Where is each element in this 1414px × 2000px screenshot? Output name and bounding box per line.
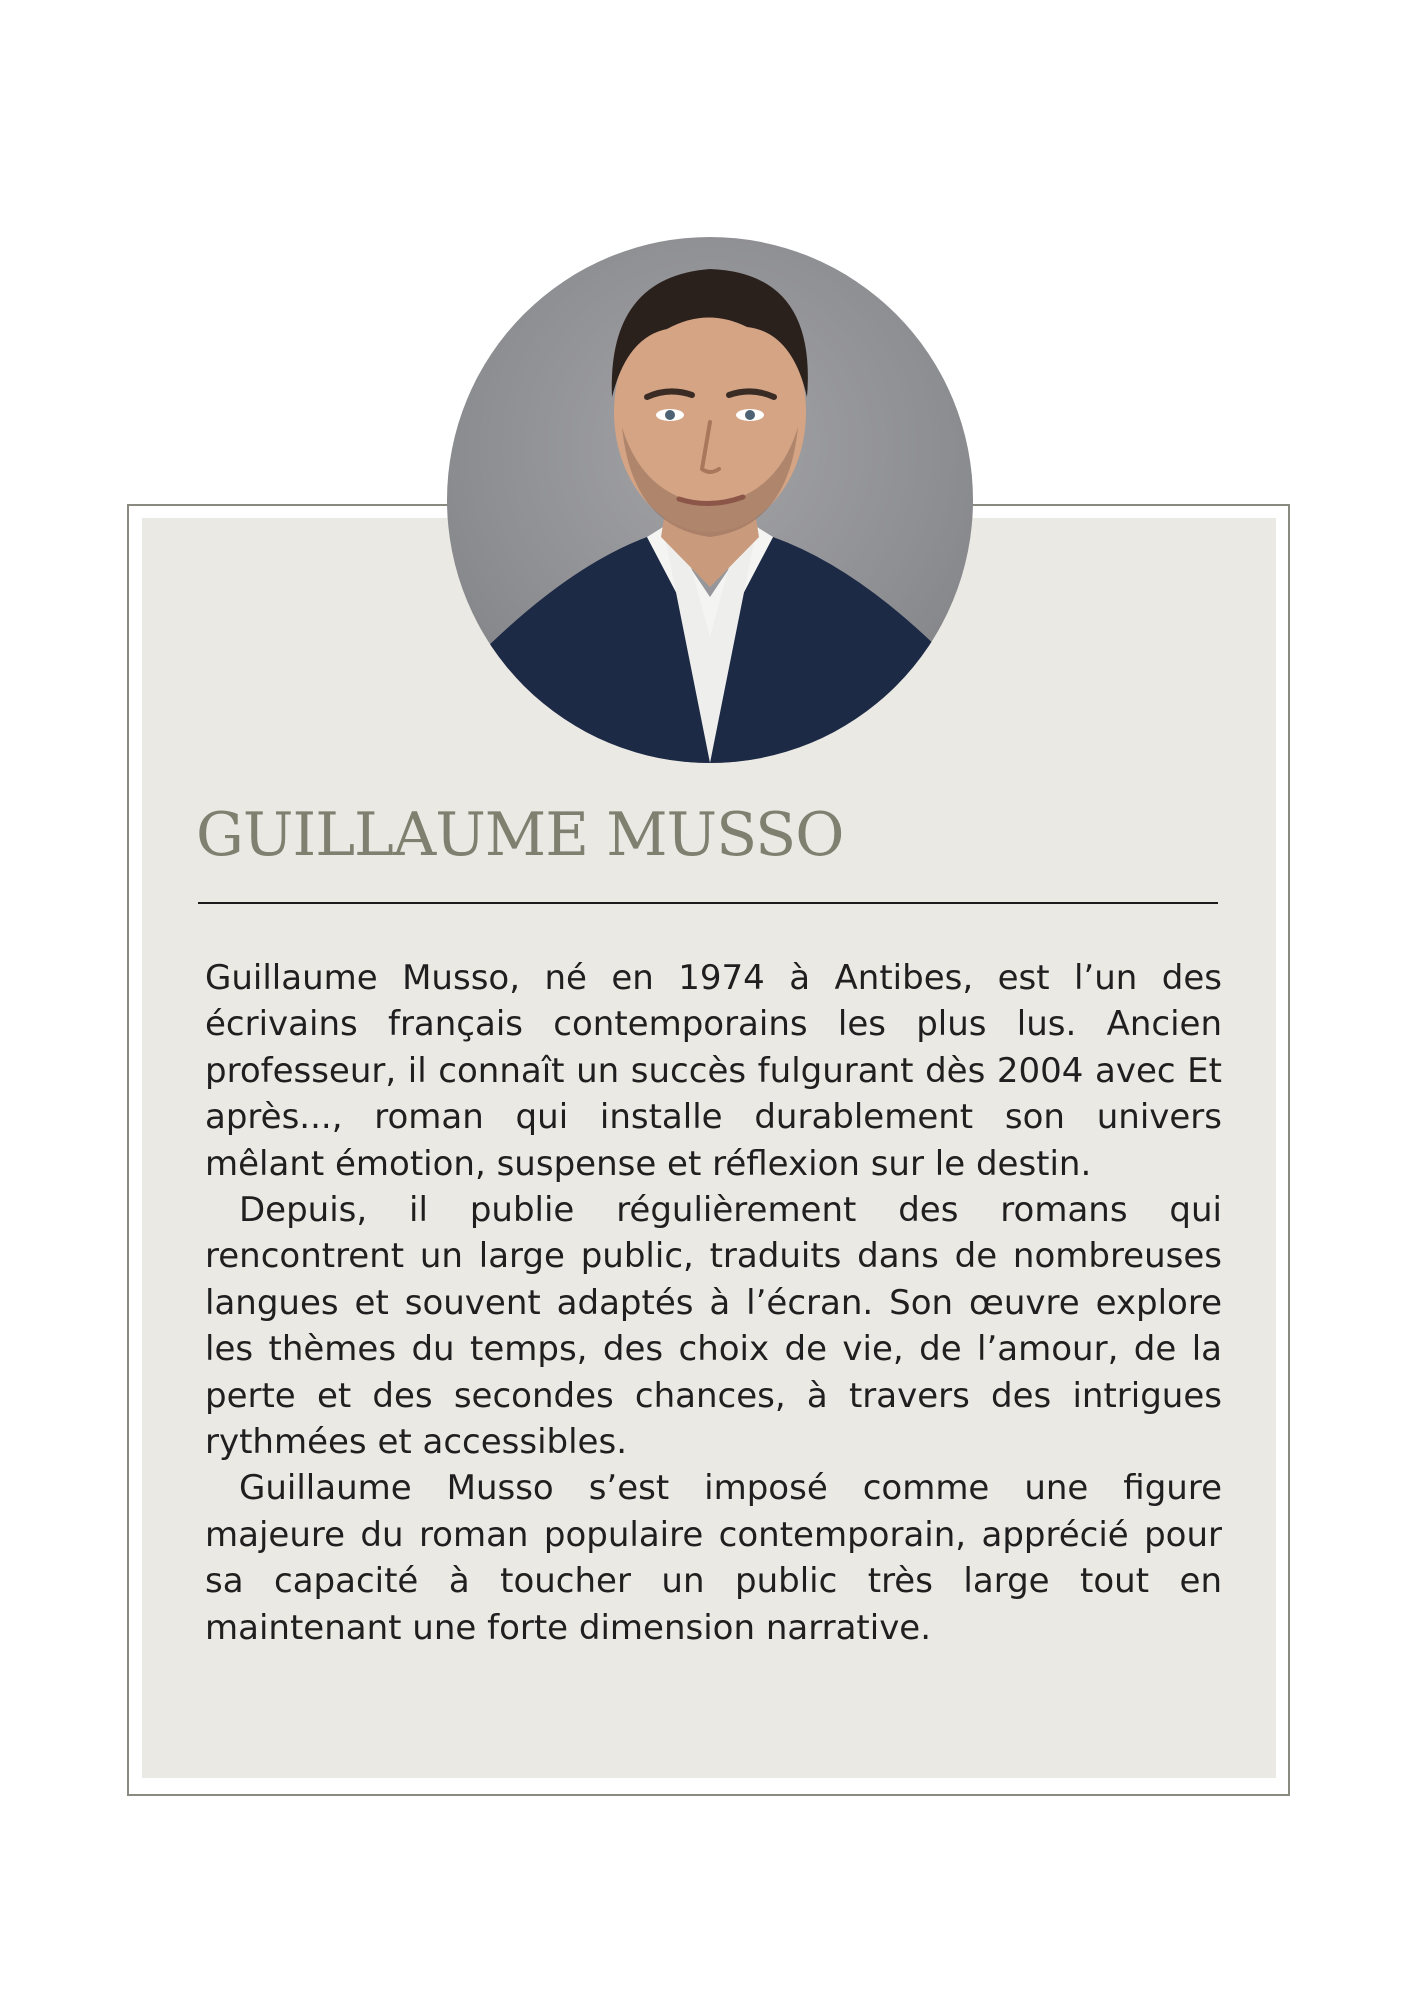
- bio-paragraph-2: Depuis, il publie régulièrement des romans qui rencontrent un large public, traduits dans de nombreuses langues et souvent adaptés à l’écran. Son œuvre explore les thèmes du temps, des choix de vie, de l’amour, de la perte et des secondes chances, à travers des intrigues rythmées et accessibles.: [205, 1190, 1222, 1463]
- name-divider: [198, 902, 1218, 904]
- author-bio: [205, 955, 1222, 1651]
- author-portrait: [447, 237, 973, 763]
- bio-paragraph-3: Guillaume Musso s’est imposé comme une figure majeure du roman populaire contemporain, apprécié pour sa capacité à toucher un public très large tout en maintenant une forte dimension narrative.: [205, 1468, 1222, 1648]
- bio-paragraph-1: Guillaume Musso, né en 1974 à Antibes, est l’un des écrivains français contemporains les plus lus. Ancien professeur, il connaît un succès fulgurant dès 2004 avec Et après..., roman qui installe durablement son univers mêlant émotion, suspense et réflexion sur le destin.: [205, 958, 1222, 1184]
- author-name: GUILLAUME MUSSO: [196, 800, 844, 870]
- portrait-illustration: [447, 237, 973, 763]
